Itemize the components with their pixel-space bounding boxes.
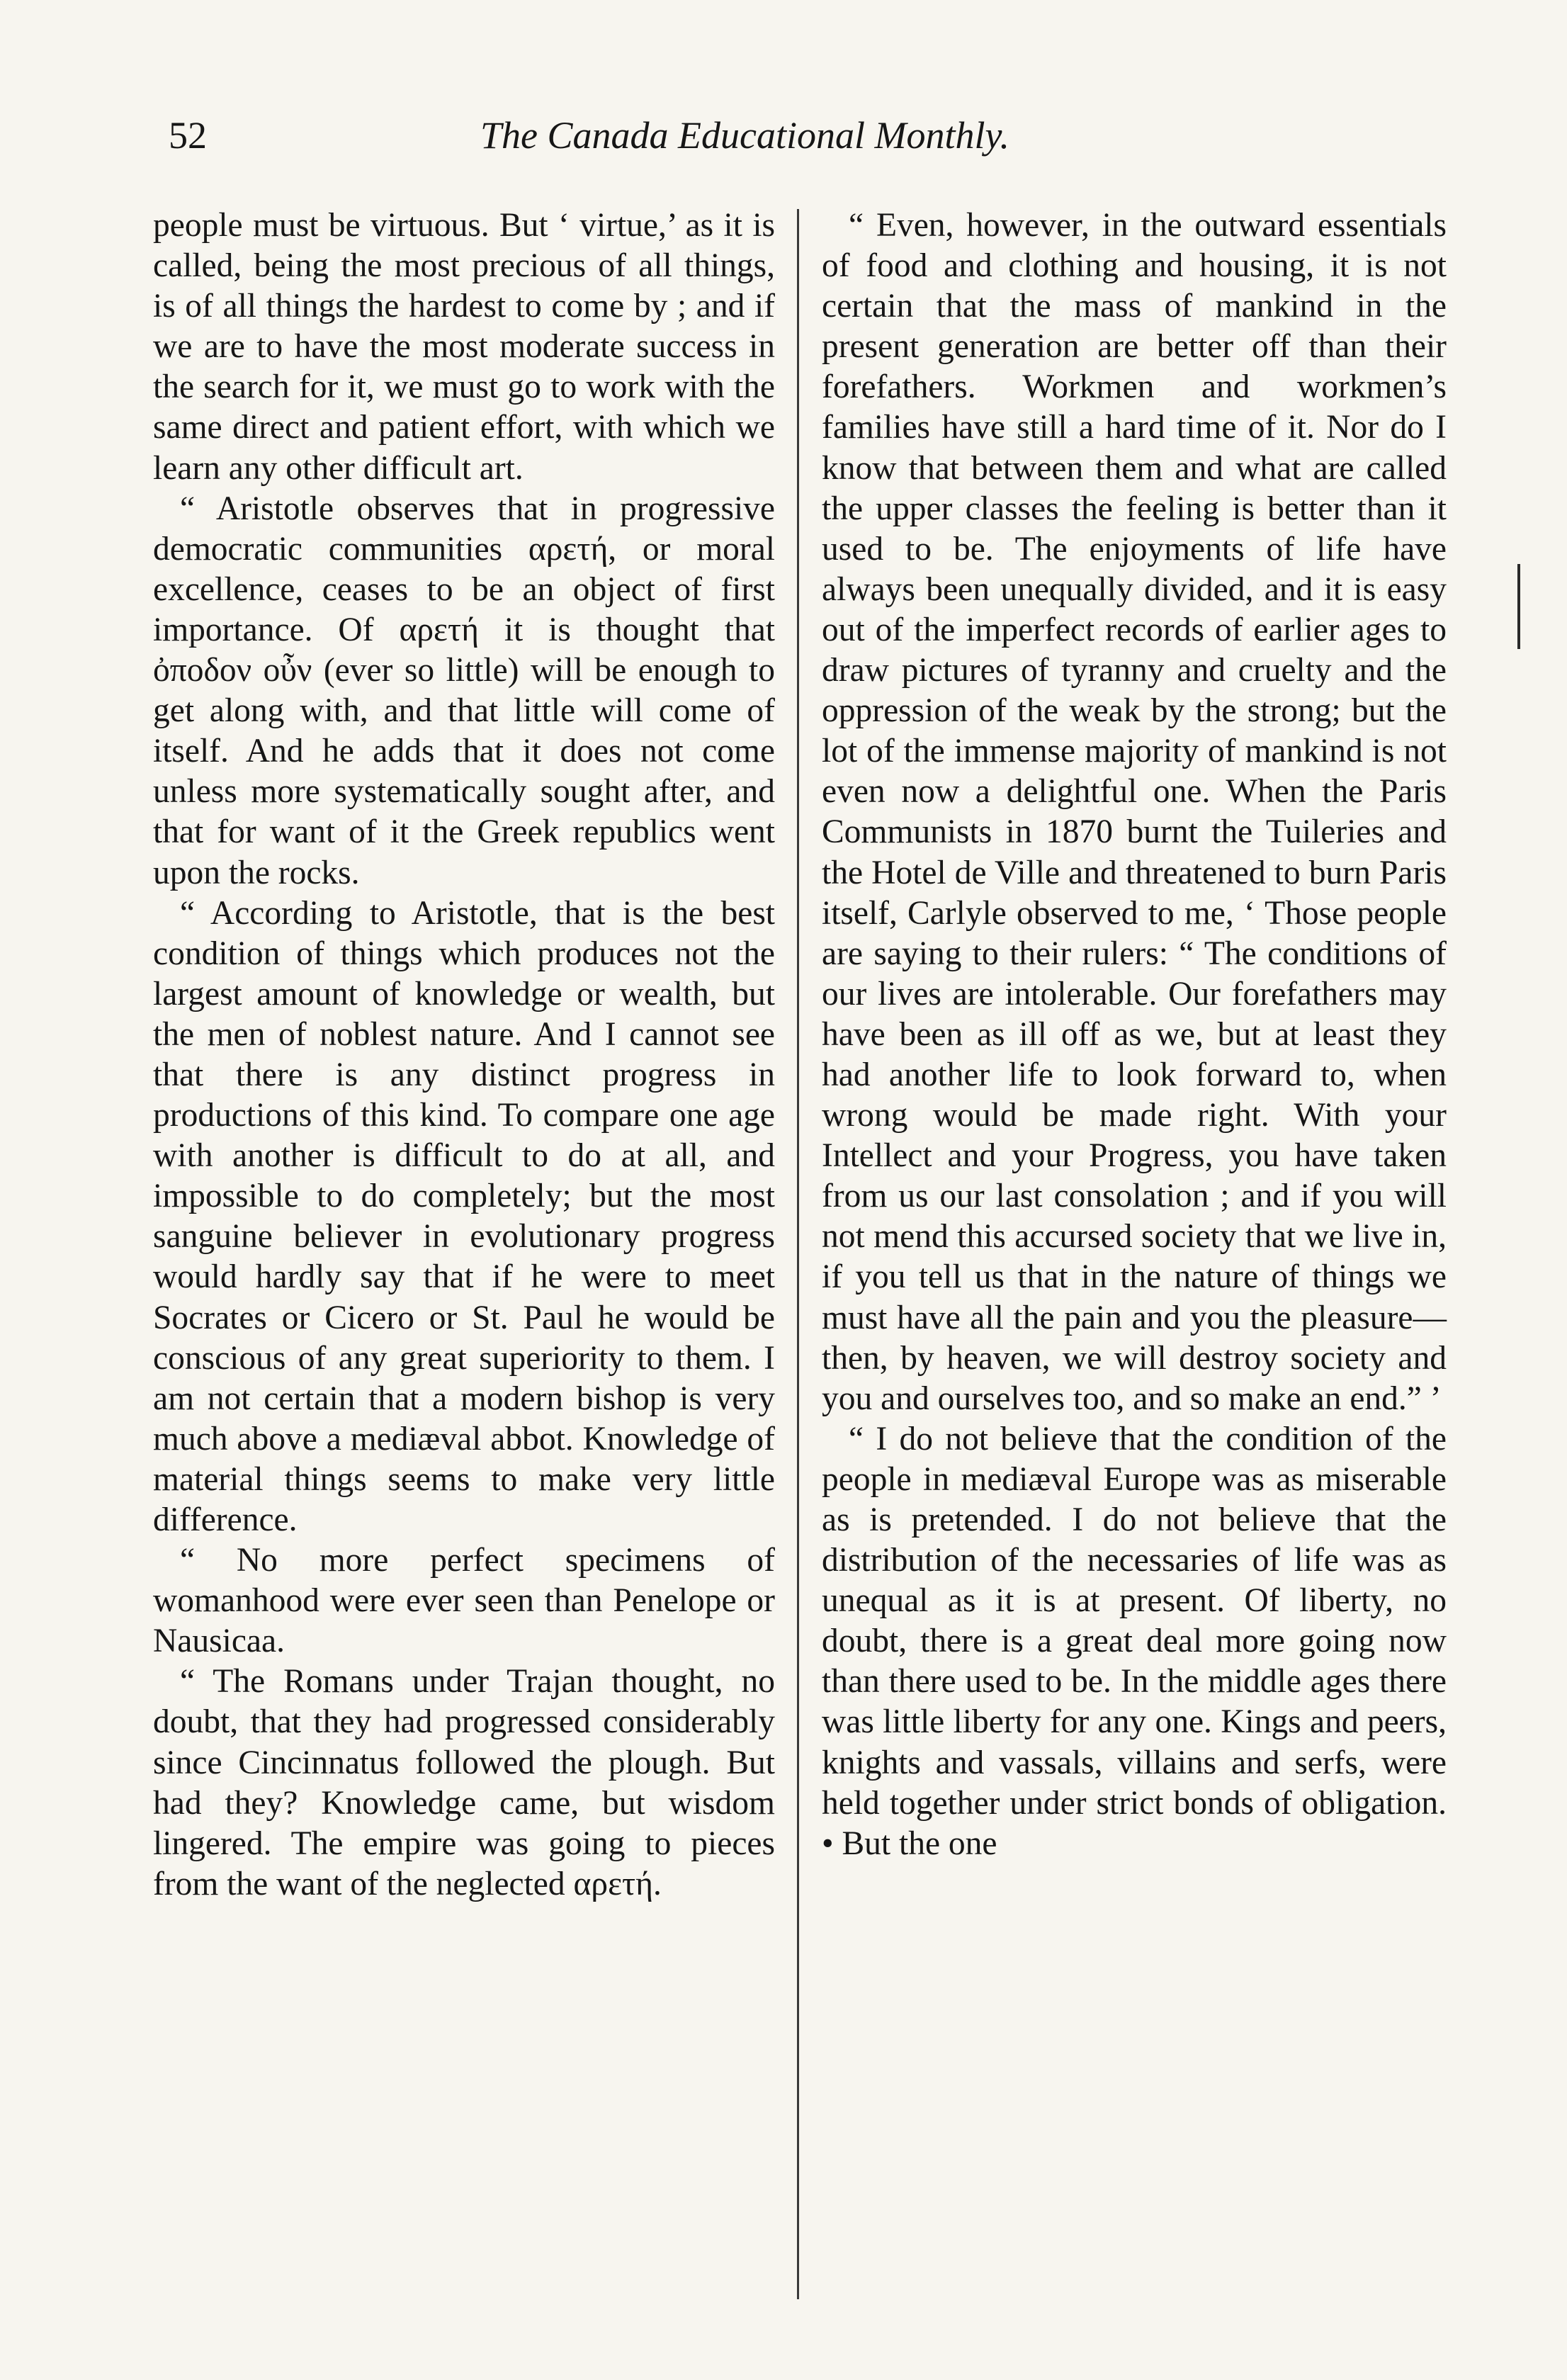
paragraph: “ Aristotle observes that in progressive democratic communities αρετή, or moral excellence, ceases to be an object of first importance. Of αρετή it is thought that ὀποδον οὖν (ever so little) will be enough to get along with, and that little will come of itself. And he adds that it does not come unless more systematically sought after, and that for want of it the Greek republics went upon the rocks. <box>153 490 775 891</box>
right-column <box>822 205 1447 1864</box>
page-number: 52 <box>169 114 207 157</box>
paragraph: “ No more perfect specimens of womanhood were ever seen than Penelope or Nausicaa. <box>153 1542 775 1660</box>
page-header <box>169 113 1444 170</box>
running-title: The Canada Educational Monthly. <box>480 114 1009 157</box>
column-divider <box>797 209 799 2299</box>
paragraph: “ I do not believe that the condition of the people in mediæval Europe was as miserable as is pretended. I do not believe that the distribution of the necessaries of life was as unequal as it is at present. Of liberty, no doubt, there is a great deal more going now than there used to be. In the middle ages there was little liberty for any one. Kings and peers, knights and vassals, villains and serfs, were held together under strict bonds of obligation. • But the one <box>822 1420 1447 1862</box>
margin-mark <box>1517 564 1520 649</box>
left-column <box>153 205 775 1905</box>
paragraph: “ The Romans under Trajan thought, no doubt, that they had progressed considerably since Cincinnatus followed the plough. But had they? Knowledge came, but wisdom lingered. The empire was going to pieces from the want of the neglected αρετή. <box>153 1663 775 1902</box>
paragraph: “ Even, however, in the outward essentials of food and clothing and housing, it is not certain that the mass of mankind in the present generation are better off than their forefathers. Workmen and workmen’s families have still a hard time of it. Nor do I know that between them and what are called the upper classes the feeling is better than it used to be. The enjoyments of life have always been unequally divided, and it is easy out of the imperfect records of earlier ages to draw pictures of tyranny and cruelty and the oppression of the weak by the strong; but the lot of the immense majority of mankind is not even now a delightful one. When the Paris Communists in 1870 burnt the Tuileries and the Hotel de Ville and threatened to burn Paris itself, Carlyle observed to me, ‘ Those people are saying to their rulers: “ The conditions of our lives are intolerable. Our forefathers may have been as ill off as we, but at least they had another life to look forward to, when wrong would be made right. With your Intellect and your Progress, you have taken from us our last consolation ; and if you will not mend this accursed society that we live in, if you tell us that in the nature of things we must have all the pain and you the pleasure—then, by heaven, we will destroy society and you and ourselves too, and so make an end.” ’ <box>822 207 1447 1417</box>
paragraph: “ According to Aristotle, that is the best condition of things which produces not the largest amount of knowledge or wealth, but the men of noblest nature. And I cannot see that there is any distinct progress in productions of this kind. To compare one age with another is difficult to do at all, and impossible to do completely; but the most sanguine believer in evolutionary progress would hardly say that if he were to meet Socrates or Cicero or St. Paul he would be conscious of any great superiority to them. I am not certain that a modern bishop is very much above a mediæval abbot. Knowledge of material things seems to make very little difference. <box>153 894 775 1538</box>
paragraph: people must be virtuous. But ‘ virtue,’ as it is called, being the most precious of all things, is of all things the hardest to come by ; and if we are to have the most moderate success in the search for it, we must go to work with the same direct and patient effort, with which we learn any other difficult art. <box>153 207 775 487</box>
